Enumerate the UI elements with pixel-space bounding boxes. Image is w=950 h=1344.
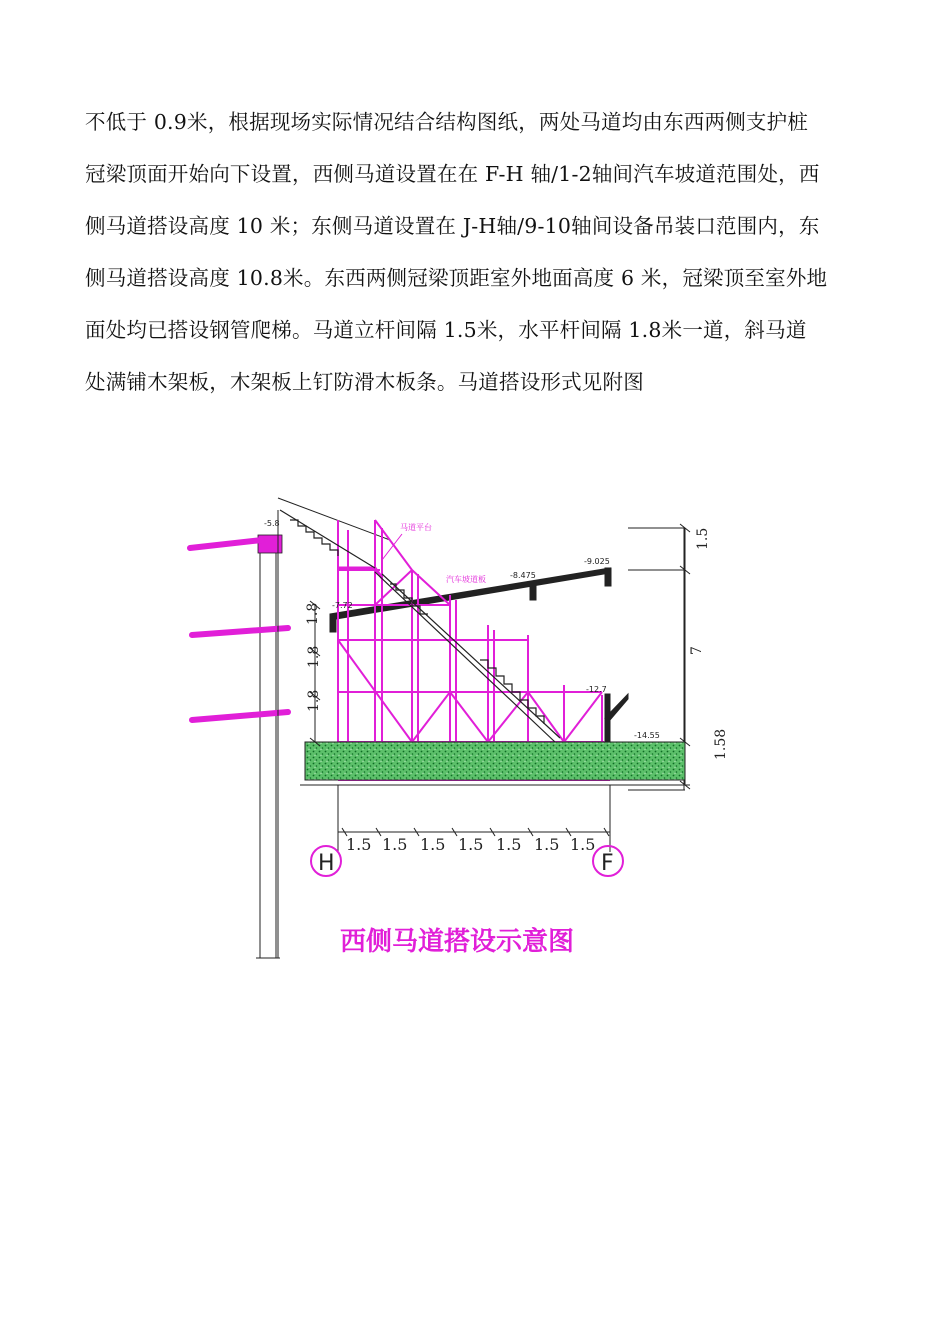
scaffold-diagram — [150, 480, 750, 970]
paragraph-line: 处满铺木架板，木架板上钉防滑木板条。马道搭设形式见附图 — [85, 370, 644, 394]
elev-bottom: -14.55 — [634, 731, 660, 740]
axis-f-bubble — [593, 846, 623, 876]
dim-label: 1.5 — [420, 835, 446, 854]
support-pile — [256, 540, 280, 958]
elev-ramp-right: -9.025 — [584, 557, 610, 566]
axis-f-label: F — [601, 851, 614, 876]
figure-caption: 西侧马道搭设示意图 — [340, 927, 575, 957]
paragraph-line: 面处均已搭设钢管爬梯。马道立杆间隔 1.5米，水平杆间隔 1.8米一道，斜马道 — [85, 318, 807, 342]
soil-layer — [305, 742, 685, 780]
dim-label: 1.5 — [570, 835, 596, 854]
ramp-label: 汽车坡道板 — [446, 575, 486, 584]
elev-ramp-mid: -8.475 — [510, 571, 536, 580]
elev-ramp-left: -7.72 — [332, 601, 353, 610]
elev-top-label: -5.8 — [264, 519, 280, 528]
platform-label: 马道平台 — [400, 523, 432, 532]
dim-left-2: 1.8 — [306, 645, 322, 668]
dim-left-3: 1.8 — [306, 689, 322, 712]
paragraph-line: 不低于 0.9米，根据现场实际情况结合结构图纸，两处马道均由东西两侧支护桩 — [85, 110, 809, 134]
stair-ramp — [280, 510, 560, 742]
elev-low: -12.7 — [586, 685, 607, 694]
body-paragraph — [85, 96, 875, 408]
anchor-rods — [190, 540, 288, 720]
dim-label: 1.5 — [382, 835, 408, 854]
axis-h-bubble — [311, 846, 341, 876]
dim-left-1: 1.8 — [305, 602, 321, 625]
axis-h-label: H — [318, 851, 335, 876]
dim-right-top: 1.5 — [695, 527, 711, 550]
dim-label: 1.5 — [496, 835, 522, 854]
dim-label: 1.5 — [458, 835, 484, 854]
paragraph-line: 侧马道搭设高度 10.8米。东西两侧冠梁顶距室外地面高度 6 米，冠梁顶至室外地 — [85, 266, 828, 290]
dim-right-mid: 7 — [689, 646, 705, 655]
scaffold-tubes — [338, 520, 610, 780]
paragraph-line: 冠梁顶面开始向下设置，西侧马道设置在在 F-H 轴/1-2轴间汽车坡道范围处，西 — [85, 162, 820, 186]
dim-label: 1.5 — [346, 835, 372, 854]
dim-right-bottom: 1.58 — [713, 728, 729, 760]
dim-label: 1.5 — [534, 835, 560, 854]
scaffold-drawing — [150, 480, 750, 970]
paragraph-line: 侧马道搭设高度 10 米；东侧马道设置在 J-H轴/9-10轴间设备吊装口范围内，东 — [85, 214, 820, 238]
